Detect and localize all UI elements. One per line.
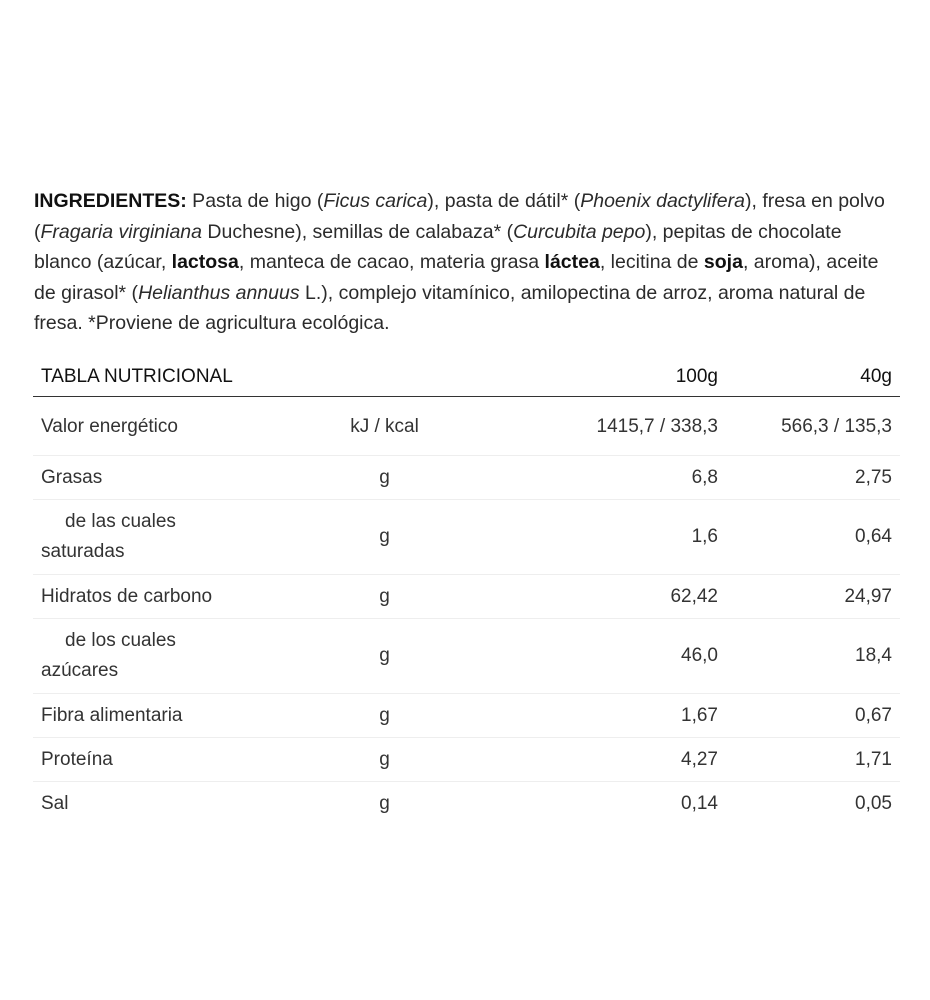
value-per-100g: 1415,7 / 338,3 <box>480 397 726 456</box>
nutrient-subname: azúcares <box>41 660 119 681</box>
per-40g-column-header: 40g <box>726 357 900 397</box>
table-row <box>33 397 900 456</box>
latin-name: Phoenix dactylifera <box>580 190 745 212</box>
nutrient-name: Hidratos de carbono <box>33 575 289 619</box>
table-row <box>33 500 900 575</box>
value-per-100g: 46,0 <box>480 619 726 694</box>
nutrient-name: de las cuales <box>65 511 176 532</box>
table-row <box>33 575 900 619</box>
value-per-100g: 62,42 <box>480 575 726 619</box>
unit-column-header <box>289 357 480 397</box>
value-per-40g: 0,05 <box>855 792 892 814</box>
allergen: lactosa <box>171 251 239 273</box>
nutrient-subname: saturadas <box>41 541 125 562</box>
table-row <box>33 738 900 782</box>
allergen: soja <box>703 251 743 273</box>
ingredients-text-part: , lecitina de <box>599 251 704 273</box>
value-per-40g: 2,75 <box>726 456 900 500</box>
nutrient-name: Fibra alimentaria <box>33 694 289 738</box>
value-per-100g: 4,27 <box>480 738 726 782</box>
per-100g-column-header: 100g <box>480 357 726 397</box>
value-per-40g: 24,97 <box>726 575 900 619</box>
nutrient-name: Valor energético <box>33 397 289 456</box>
latin-name: Ficus carica <box>323 190 428 212</box>
ingredients-text-part: Duchesne), semillas de calabaza* ( <box>202 220 514 243</box>
table-row <box>33 782 900 826</box>
ingredients-text <box>34 186 900 339</box>
value-per-100g: 6,8 <box>480 456 726 500</box>
nutrient-unit: g <box>289 694 480 738</box>
nutrient-unit: g <box>289 500 480 575</box>
allergen: láctea <box>544 251 600 273</box>
value-per-40g: 0,64 <box>726 500 900 575</box>
value-per-40g: 1,71 <box>726 738 900 782</box>
nutrient-unit: g <box>289 619 480 694</box>
nutrient-unit: g <box>289 575 480 619</box>
nutrient-name: de los cuales <box>65 630 176 651</box>
table-header-row <box>33 357 900 397</box>
nutrient-name-cell <box>33 500 289 575</box>
value-per-40g: 566,3 / 135,3 <box>726 397 900 456</box>
ingredients-label: INGREDIENTES: <box>34 190 187 212</box>
nutrient-unit: g <box>379 792 390 814</box>
latin-name: Helianthus annuus <box>138 281 300 304</box>
ingredients-text-part: ), fresa en polvo ( <box>34 190 885 243</box>
ingredients-text-part: ), pasta de dátil* ( <box>427 190 581 212</box>
nutrition-table <box>33 357 900 825</box>
ingredients-text-part: ), pepitas de chocolate blanco (azúcar, <box>34 220 842 273</box>
nutrient-name: Sal <box>41 792 69 814</box>
ingredients-text-part: L.), complejo vitamínico, amilopectina de arroz, aroma natural de fresa. *Proviene de agricultura ecológica. <box>34 281 866 334</box>
nutrient-name: Proteína <box>33 738 289 782</box>
ingredients-text-part: , manteca de cacao, materia grasa <box>238 251 545 273</box>
value-per-100g: 0,14 <box>681 792 718 814</box>
nutrient-name-cell <box>33 619 289 694</box>
nutrient-unit: kJ / kcal <box>289 397 480 456</box>
table-row <box>33 694 900 738</box>
ingredients-text-part: , aroma), aceite de girasol* ( <box>34 251 879 304</box>
table-row <box>33 456 900 500</box>
latin-name: Fragaria virginiana <box>40 220 202 243</box>
nutrient-unit: g <box>289 456 480 500</box>
ingredients-text-part: Pasta de higo ( <box>186 190 324 212</box>
value-per-40g: 18,4 <box>726 619 900 694</box>
value-per-100g: 1,6 <box>480 500 726 575</box>
latin-name: Curcubita pepo <box>513 220 646 243</box>
value-per-100g: 1,67 <box>480 694 726 738</box>
nutrient-name: Grasas <box>33 456 289 500</box>
value-per-40g: 0,67 <box>726 694 900 738</box>
nutrient-unit: g <box>289 738 480 782</box>
table-title: TABLA NUTRICIONAL <box>33 357 289 397</box>
table-row <box>33 619 900 694</box>
